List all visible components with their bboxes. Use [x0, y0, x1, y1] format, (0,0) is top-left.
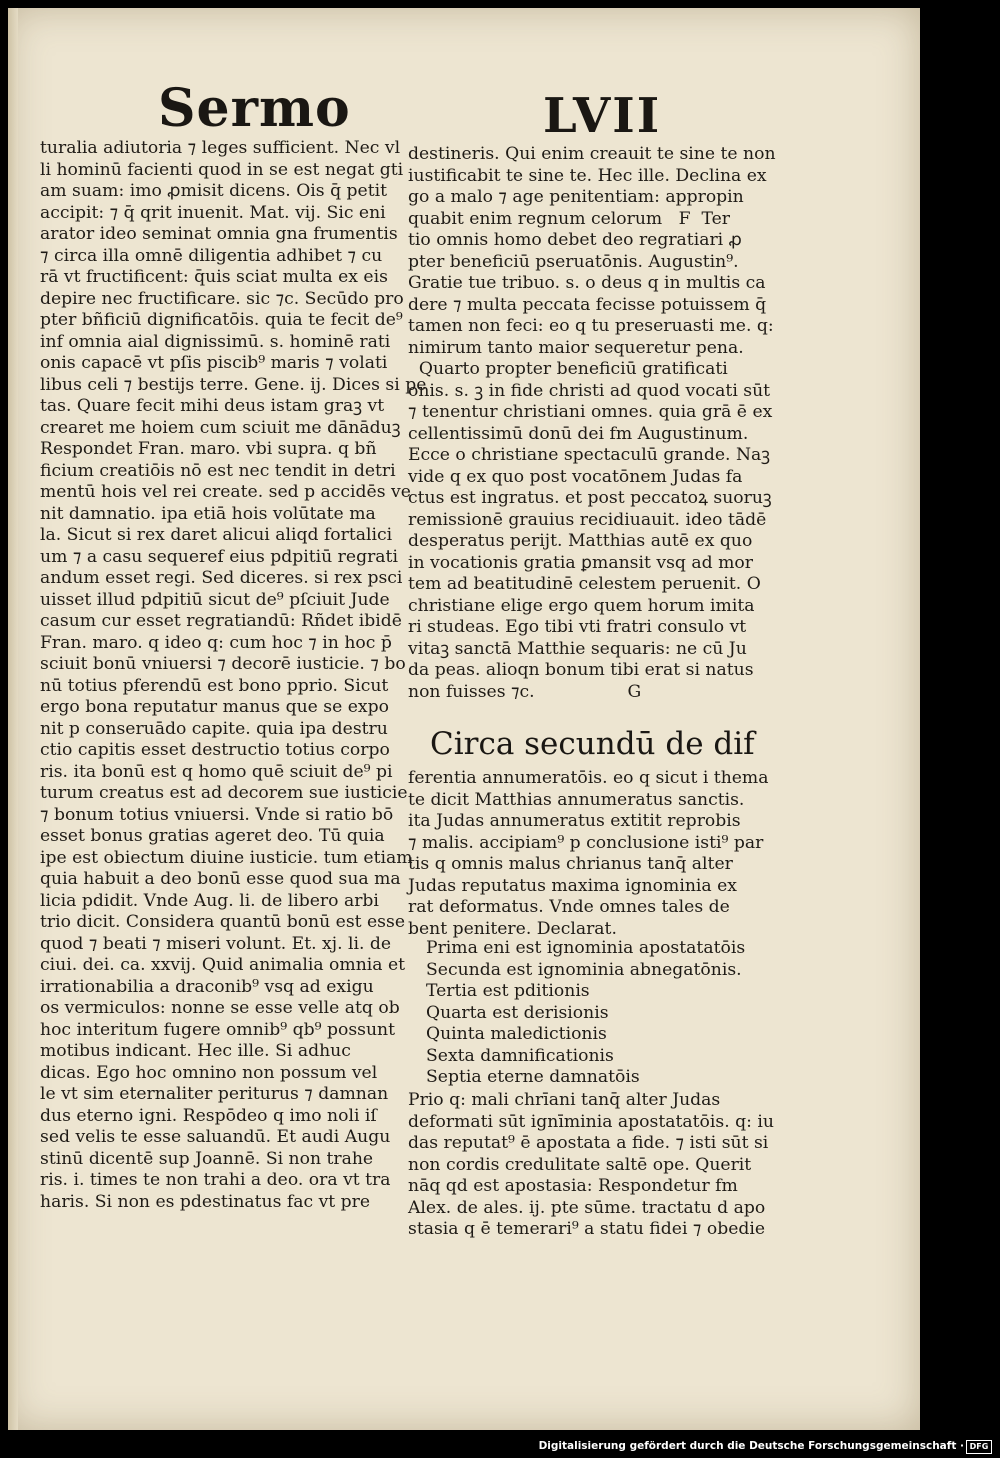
text-line: das reputat⁹ ē apostata a fide. ⁊ isti sūt si — [408, 1133, 769, 1153]
text-line: ferentia annumeratōis. eo q sicut i thema — [408, 768, 769, 788]
ignominy-list — [426, 938, 786, 1089]
folio-number: LVII — [543, 88, 662, 144]
text-line: ita Judas annumeratus extitit reprobis — [408, 811, 741, 831]
text-line: quod ⁊ beati ⁊ miseri volunt. Et. xj. li. de — [40, 933, 392, 954]
text-line: Quinta maledictionis — [426, 1024, 607, 1044]
text-line: accipit: ⁊ q̄ qrit inuenit. Mat. vij. Sic eni — [40, 202, 386, 223]
text-line: onis capacē vt pſis piscib⁹ maris ⁊ volati — [40, 353, 388, 373]
text-line: tem ad beatitudinē celestem peruenit. O — [408, 574, 761, 594]
text-line: cellentissimū donū dei fm Augustinum. — [408, 423, 749, 444]
text-line: ipe est obiectum diuine iusticie. tum etiam — [40, 847, 413, 868]
funding-note: Digitalisierung gefördert durch die Deutsche Forschungsgemeinschaft · — [538, 1440, 964, 1452]
text-line: ficium creatiōis nō est nec tendit in detri — [40, 460, 396, 481]
text-line: dus eterno igni. Respōdeo q imo noli iſ — [40, 1105, 377, 1126]
text-line: Alex. de ales. ij. pte sūme. tractatu d apo — [408, 1197, 766, 1218]
text-line: in vocationis gratia ꝑmansit vsq ad mor — [408, 552, 753, 573]
text-line: inf omnia aial dignissimū. s. hominē rati — [40, 331, 391, 352]
text-line: Sexta damnificationis — [426, 1045, 614, 1066]
text-line: non cordis credulitate saltē ope. Querit — [408, 1154, 752, 1175]
text-line: le vt sim eternaliter periturus ⁊ damnan — [40, 1084, 389, 1104]
text-line: ri studeas. Ego tibi vti fratri consulo vt — [408, 617, 747, 637]
text-line: libus celi ⁊ bestijs terre. Gene. ij. Dices si pe — [40, 374, 427, 395]
text-line: Septia eterne damnatōis — [426, 1067, 640, 1087]
right-text-column-middle — [408, 768, 778, 940]
running-head: Sermo — [158, 78, 351, 139]
text-line: ⁊ malis. accipiam⁹ p conclusione isti⁹ par — [408, 832, 764, 853]
text-line: bent penitere. Declarat. — [408, 918, 617, 939]
text-line: trio dicit. Considera quantū bonū est esse — [40, 912, 405, 932]
text-line: nit damnatio. ipa etiā hois volūtate ma — [40, 503, 376, 524]
text-line: Judas reputatus maxima ignominia ex — [408, 875, 737, 896]
text-line: um ⁊ a casu sequeref eius pdpitiū regrati — [40, 546, 398, 567]
text-line: Quarto propter beneficiū gratificati — [408, 359, 728, 379]
text-line: deformati sūt ignīminia apostatatōis. q: iu — [408, 1111, 774, 1132]
text-line: quia habuit a deo bonū esse quod sua ma — [40, 869, 401, 889]
text-line: iustificabit te sine te. Hec ille. Declina ex — [408, 165, 767, 186]
text-line: vide q ex quo post vocatōnem Judas fa — [408, 466, 743, 487]
text-line: li hominū facienti quod in se est negat gti — [40, 159, 404, 180]
text-line: turalia adiutoria ⁊ leges sufficient. Nec vl — [40, 138, 401, 158]
text-line: christiane elige ergo quem horum imita — [408, 595, 755, 616]
text-line: arator ideo seminat omnia gna frumentis — [40, 224, 398, 244]
section-heading: Circa secundū de dif — [430, 726, 755, 762]
text-line: quabit enim regnum celorum F Ter — [408, 208, 730, 229]
text-line: Gratie tue tribuo. s. o deus q in multis ca — [408, 273, 766, 293]
text-line: ris. i. times te non trahi a deo. ora vt tra — [40, 1170, 391, 1190]
text-line: nū totius pferendū est bono pprio. Sicut — [40, 675, 389, 696]
text-line: casum cur esset regratiandū: Rñdet ibidē — [40, 611, 402, 631]
text-line: mentū hois vel rei create. sed p accidēs ve — [40, 482, 411, 502]
text-line: irrationabilia a draconib⁹ vsq ad exigu — [40, 976, 374, 997]
text-line: Prima eni est ignominia apostatatōis — [426, 938, 746, 958]
right-text-column-top — [408, 144, 778, 703]
text-line: am suam: imo ꝓmisit dicens. Ois q̄ petit — [40, 181, 388, 201]
text-line: Fran. maro. q ideo q: cum hoc ⁊ in hoc p̄ — [40, 632, 392, 653]
text-line: rā vt fructificent: q̄uis sciat multa ex eis — [40, 267, 388, 287]
text-line: licia pdidit. Vnde Aug. li. de libero arbi — [40, 890, 379, 911]
text-line: ris. ita bonū est q homo quē sciuit de⁹ pi — [40, 761, 393, 782]
text-line: motibus indicant. Hec ille. Si adhuc — [40, 1041, 351, 1061]
text-line: crearet me hoiem cum sciuit me dānāduꝫ — [40, 417, 401, 438]
text-line: stinū dicentē sup Joannē. Si non trahe — [40, 1148, 374, 1169]
book-page — [8, 8, 920, 1430]
text-line: go a malo ⁊ age penitentiam: appropin — [408, 187, 744, 207]
footer-bar — [0, 1438, 1000, 1458]
right-text-column-bottom — [408, 1090, 778, 1241]
text-line: Ecce o christiane spectaculū grande. Naꝫ — [408, 445, 771, 465]
text-line: turum creatus est ad decorem sue iusticie — [40, 783, 408, 803]
text-line: esset bonus gratias ageret deo. Tū quia — [40, 826, 385, 846]
text-line: desperatus perijt. Matthias autē ex quo — [408, 531, 753, 551]
text-line: tas. Quare fecit mihi deus istam graꝫ vt — [40, 396, 385, 416]
text-line: ctus est ingratus. et post peccatoꝝ suoruꝫ — [408, 488, 772, 508]
dfg-logo: DFG — [966, 1440, 992, 1454]
text-line: Respondet Fran. maro. vbi supra. q bñ — [40, 439, 377, 459]
text-line: Quarta est derisionis — [426, 1002, 609, 1023]
text-line: Secunda est ignominia abnegatōnis. — [426, 959, 742, 980]
text-line: tio omnis homo debet deo regratiari ꝓ — [408, 230, 742, 250]
text-line: Prio q: mali chrīani tanq̄ alter Judas — [408, 1090, 721, 1110]
text-line: pter beneficiū pseruatōnis. Augustin⁹. — [408, 251, 739, 272]
text-line: dere ⁊ multa peccata fecisse potuissem q̄ — [408, 294, 767, 315]
text-line: ciui. dei. ca. xxvij. Quid animalia omnia et — [40, 955, 406, 975]
text-line: sed velis te esse saluandū. Et audi Augu — [40, 1127, 391, 1147]
text-line: ergo bona reputatur manus que se expo — [40, 697, 389, 717]
text-line: ⁊ tenentur christiani omnes. quia grā ē ex — [408, 402, 773, 422]
text-line: nāq qd est apostasia: Respondetur fm — [408, 1176, 738, 1196]
text-line: pter bñficiū dignificatōis. quia te fecit de⁹ — [40, 310, 403, 330]
text-line: nit p conseruādo capite. quia ipa destru — [40, 718, 388, 739]
text-line: dicas. Ego hoc omnino non possum vel — [40, 1062, 378, 1083]
text-line: os vermiculos: nonne se esse velle atq ob — [40, 998, 400, 1018]
text-line: tis q omnis malus chrianus tanq̄ alter — [408, 854, 733, 874]
text-line: la. Sicut si rex daret alicui aliqd fortalici — [40, 525, 393, 545]
text-line: uisset illud pdpitiū sicut de⁹ pſciuit Jude — [40, 589, 390, 610]
text-line: sciuit bonū vniuersi ⁊ decorē iusticie. ⁊ bo — [40, 654, 406, 674]
text-line: ctio capitis esset destructio totius corpo — [40, 740, 390, 760]
text-line: remissionē grauius recidiuauit. ideo tādē — [408, 509, 767, 530]
text-line: andum esset regi. Sed diceres. si rex psci — [40, 568, 403, 588]
text-line: non fuisses ⁊c. G — [408, 681, 642, 702]
text-line: tamen non feci: eo q tu preseruasti me. q: — [408, 316, 774, 336]
text-line: Tertia est pditionis — [426, 981, 590, 1001]
text-line: vitaꝫ sanctā Matthie sequaris: ne cū Ju — [408, 638, 747, 659]
text-line: rat deformatus. Vnde omnes tales de — [408, 897, 730, 917]
text-line: te dicit Matthias annumeratus sanctis. — [408, 789, 745, 810]
text-line: ⁊ circa illa omnē diligentia adhibet ⁊ cu — [40, 245, 383, 266]
text-line: depire nec fructificare. sic ⁊c. Secūdo pro — [40, 288, 404, 309]
text-line: ⁊ bonum totius vniuersi. Vnde si ratio bō — [40, 804, 394, 825]
text-line: onis. s. ꝫ in fide christi ad quod vocati sūt — [408, 380, 771, 401]
text-line: nimirum tanto maior sequeretur pena. — [408, 337, 744, 358]
text-line: haris. Si non es pdestinatus fac vt pre — [40, 1191, 371, 1212]
text-line: da peas. alioqn bonum tibi erat si natus — [408, 660, 754, 680]
text-line: stasia q ē temerari⁹ a statu fidei ⁊ obedie — [408, 1219, 766, 1239]
text-line: hoc interitum fugere omnib⁹ qb⁹ possunt — [40, 1019, 396, 1040]
page-gutter-edge — [8, 8, 18, 1430]
left-text-column — [40, 138, 427, 1213]
text-line: destineris. Qui enim creauit te sine te non — [408, 144, 776, 164]
